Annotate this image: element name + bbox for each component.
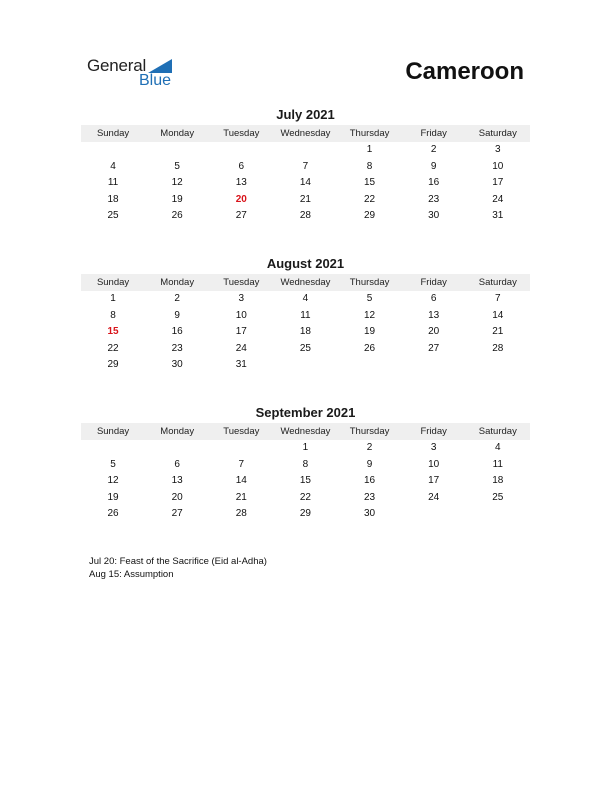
day-cell: 7 (495, 293, 501, 304)
day-cell: 30 (428, 210, 440, 222)
weekday-header: Sunday (81, 423, 145, 440)
day-cell: 12 (171, 177, 183, 189)
day-cell: 1 (366, 144, 373, 155)
day-cell: 8 (110, 309, 116, 321)
weekday-header: Saturday (466, 423, 530, 440)
day-cell: 3 (495, 144, 501, 155)
day-cell (273, 142, 337, 159)
day-cell: 19 (364, 326, 376, 338)
day-cell: 11 (492, 458, 503, 470)
logo-general-text: General (87, 56, 147, 75)
weekday-header: Monday (145, 274, 209, 291)
day-cell: 3 (430, 442, 437, 453)
day-cell: 5 (110, 458, 116, 470)
day-cell: 25 (107, 210, 119, 222)
day-cell: 17 (235, 326, 247, 338)
calendar-grid (81, 274, 530, 374)
day-cell: 13 (235, 177, 247, 189)
day-cell: 5 (366, 293, 373, 304)
weekday-header: Wednesday (273, 423, 337, 440)
logo-blue-text: Blue (139, 72, 172, 89)
day-cell: 11 (107, 177, 119, 189)
day-cell: 8 (302, 458, 309, 470)
day-cell: 23 (428, 193, 440, 205)
day-cell: 14 (235, 475, 247, 487)
weekday-header: Friday (402, 274, 466, 291)
day-cell (338, 357, 402, 374)
day-cell: 10 (235, 309, 247, 321)
day-cell: 18 (107, 193, 119, 205)
day-cell (466, 506, 530, 523)
weekday-header: Tuesday (209, 274, 273, 291)
day-cell: 29 (299, 508, 311, 520)
day-cell: 28 (235, 508, 247, 520)
day-cell: 24 (492, 193, 504, 205)
day-cell: 17 (428, 475, 440, 487)
day-cell: 16 (364, 475, 376, 487)
weekday-header: Monday (145, 125, 209, 142)
day-cell: 14 (492, 309, 504, 321)
day-cell: 25 (492, 491, 504, 503)
day-cell: 8 (366, 160, 373, 172)
weekday-header: Wednesday (273, 274, 337, 291)
holiday-day-cell: 20 (235, 193, 247, 205)
holiday-note: Aug 15: Assumption (89, 569, 174, 580)
day-cell: 9 (430, 160, 437, 172)
day-cell: 18 (492, 475, 504, 487)
day-cell: 13 (428, 309, 440, 321)
calendar-grid (81, 423, 530, 523)
day-cell (466, 357, 530, 374)
day-cell (145, 142, 209, 159)
month-august (81, 256, 530, 374)
day-cell: 2 (430, 144, 437, 155)
weekday-header: Friday (402, 125, 466, 142)
calendar-grid (81, 125, 530, 225)
day-cell: 27 (171, 508, 183, 520)
day-cell: 17 (492, 177, 504, 189)
day-cell: 30 (171, 359, 183, 371)
day-cell: 3 (238, 293, 245, 304)
day-cell: 5 (174, 160, 180, 172)
month-title: July 2021 (276, 107, 335, 122)
day-cell: 6 (174, 458, 180, 470)
day-cell: 31 (235, 359, 247, 371)
day-cell: 24 (235, 342, 247, 354)
holiday-note: Jul 20: Feast of the Sacrifice (Eid al-Adha) (89, 556, 267, 567)
month-title: August 2021 (266, 256, 345, 271)
holiday-notes (89, 555, 267, 581)
weekday-header: Saturday (466, 274, 530, 291)
weekday-header: Saturday (466, 125, 530, 142)
day-cell: 28 (492, 342, 504, 354)
month-july (81, 107, 530, 225)
day-cell: 26 (364, 342, 376, 354)
day-cell: 16 (428, 177, 440, 189)
day-cell: 12 (107, 475, 119, 487)
day-cell: 13 (171, 475, 183, 487)
day-cell: 16 (171, 326, 183, 338)
weekday-header: Tuesday (209, 125, 273, 142)
day-cell: 18 (299, 326, 311, 338)
weekday-header: Sunday (81, 125, 145, 142)
day-cell (273, 357, 337, 374)
weekday-header: Tuesday (209, 423, 273, 440)
day-cell (209, 142, 273, 159)
day-cell (145, 440, 209, 457)
day-cell: 6 (430, 293, 437, 304)
day-cell: 10 (428, 458, 440, 470)
weekday-header: Friday (402, 423, 466, 440)
weekday-header: Thursday (338, 423, 402, 440)
day-cell: 1 (302, 442, 309, 453)
weekday-header: Monday (145, 423, 209, 440)
day-cell: 4 (110, 160, 116, 172)
day-cell: 29 (364, 210, 376, 222)
day-cell: 14 (299, 177, 311, 189)
day-cell: 7 (302, 160, 309, 172)
day-cell: 22 (107, 342, 119, 354)
day-cell: 31 (492, 210, 504, 222)
day-cell: 26 (107, 508, 119, 520)
weekday-header: Thursday (338, 125, 402, 142)
day-cell: 23 (364, 491, 376, 503)
day-cell (402, 506, 466, 523)
day-cell: 27 (428, 342, 440, 354)
day-cell: 1 (110, 293, 116, 304)
day-cell (209, 440, 273, 457)
day-cell: 9 (366, 458, 373, 470)
day-cell: 12 (364, 309, 376, 321)
day-cell: 10 (492, 160, 504, 172)
day-cell: 4 (302, 293, 309, 304)
country-title: Cameroon (405, 58, 524, 85)
day-cell: 21 (299, 193, 311, 205)
day-cell: 28 (299, 210, 311, 222)
day-cell: 21 (492, 326, 504, 338)
weekday-header: Wednesday (273, 125, 337, 142)
day-cell: 9 (174, 309, 180, 321)
day-cell: 21 (235, 491, 247, 503)
day-cell: 15 (364, 177, 376, 189)
holiday-day-cell: 15 (107, 326, 119, 338)
day-cell (402, 357, 466, 374)
weekday-header: Sunday (81, 274, 145, 291)
day-cell: 11 (300, 309, 311, 321)
day-cell: 19 (171, 193, 183, 205)
day-cell: 26 (171, 210, 183, 222)
day-cell (81, 440, 145, 457)
day-cell: 7 (238, 458, 245, 470)
day-cell: 20 (171, 491, 183, 503)
day-cell: 2 (366, 442, 373, 453)
day-cell: 2 (174, 293, 180, 304)
day-cell: 20 (428, 326, 440, 338)
day-cell: 24 (428, 491, 440, 503)
day-cell: 30 (364, 508, 376, 520)
general-blue-logo (87, 56, 197, 92)
day-cell: 23 (171, 342, 183, 354)
day-cell (81, 142, 145, 159)
day-cell: 6 (238, 160, 245, 172)
day-cell: 22 (364, 193, 376, 205)
month-september (81, 405, 530, 523)
day-cell: 19 (107, 491, 119, 503)
day-cell: 29 (107, 359, 119, 371)
month-title: September 2021 (255, 405, 356, 420)
day-cell: 25 (299, 342, 311, 354)
logo-triangle-icon (148, 59, 172, 73)
weekday-header: Thursday (338, 274, 402, 291)
day-cell: 27 (235, 210, 247, 222)
day-cell: 15 (299, 475, 311, 487)
day-cell: 22 (299, 491, 311, 503)
day-cell: 4 (495, 442, 501, 453)
